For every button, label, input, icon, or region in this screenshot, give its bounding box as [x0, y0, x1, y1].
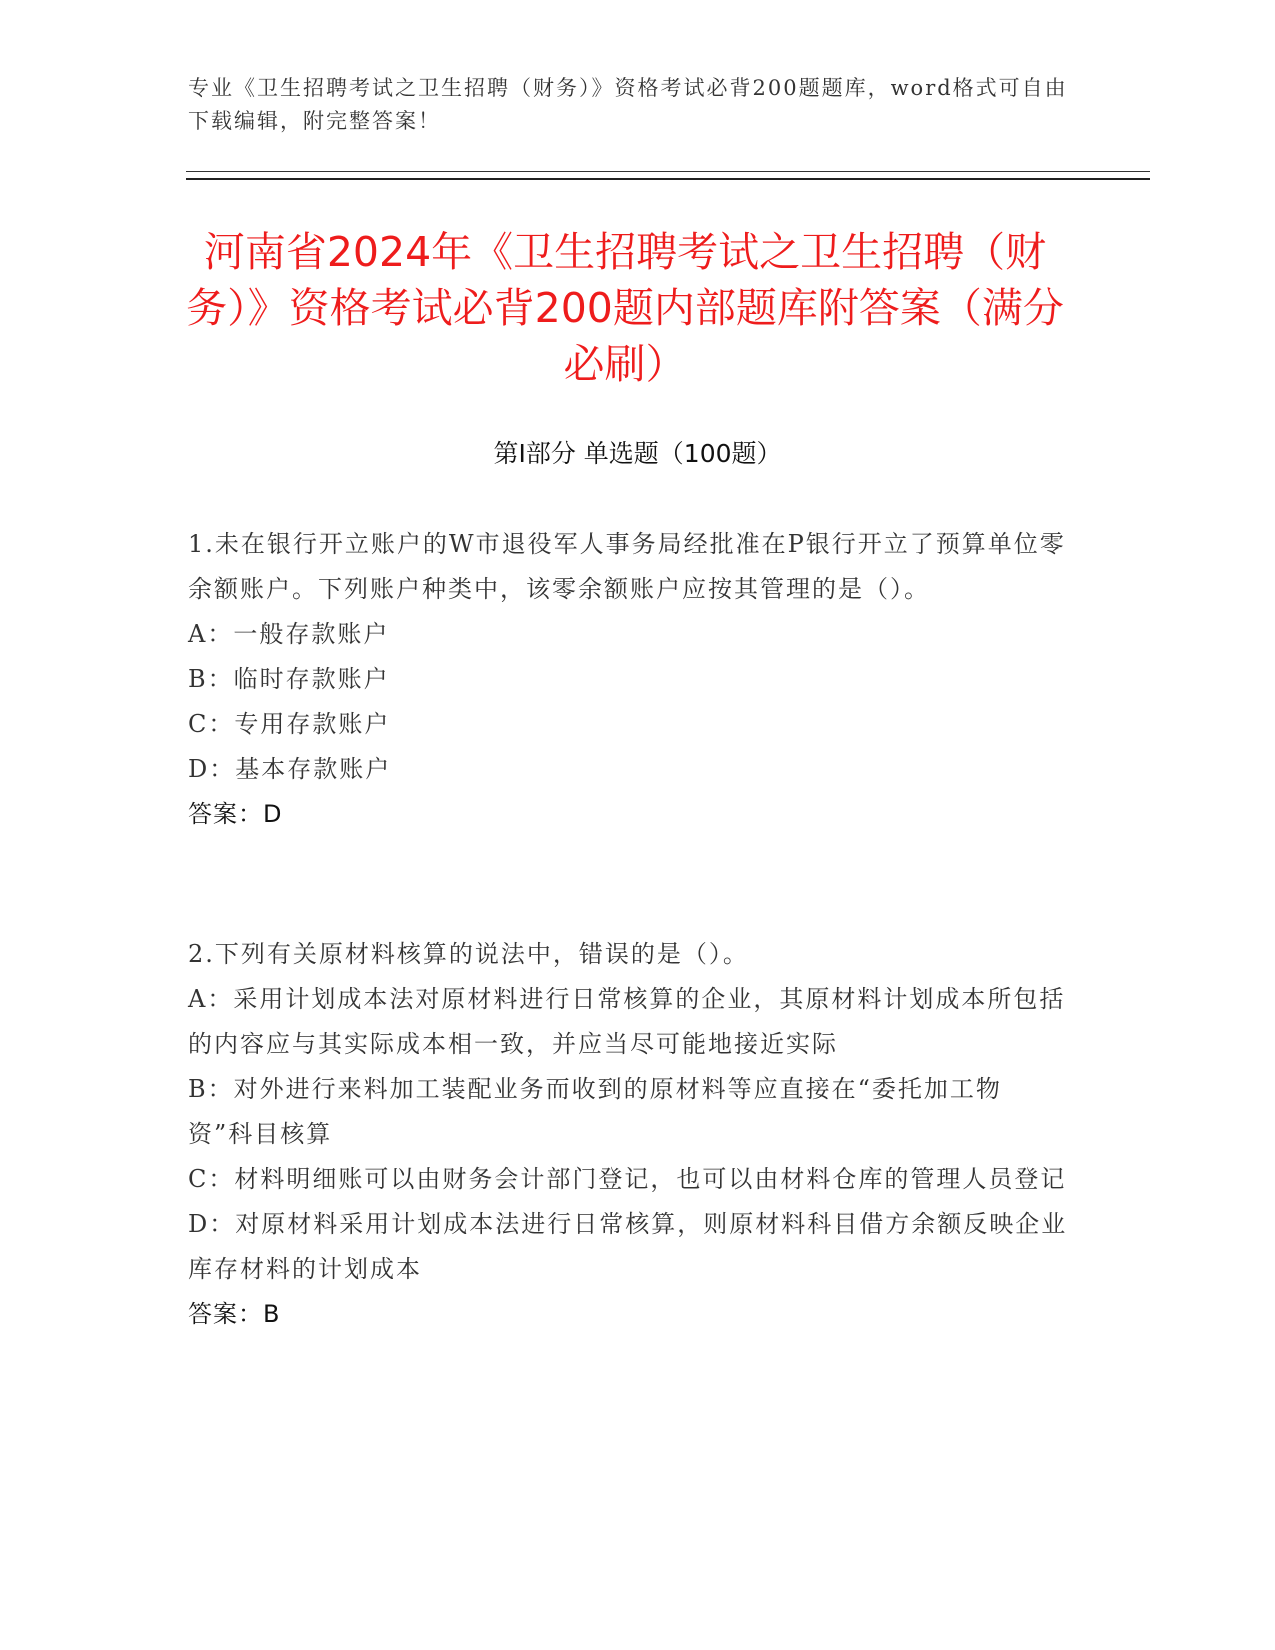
section-title: 第Ⅰ部分 单选题（100题）	[493, 439, 782, 468]
question-text: 1.未在银行开立账户的W市退役军人事务局经批准在P银行开立了预算单位零余额账户。下列账户种类中，该零余额账户应按其管理的是（）。	[188, 530, 1066, 603]
option-c: C：材料明细账可以由财务会计部门登记，也可以由材料仓库的管理人员登记	[188, 1165, 1067, 1193]
header-divider-thin	[186, 171, 1150, 172]
question-text: 2.下列有关原材料核算的说法中，错误的是（）。	[188, 940, 749, 968]
option-a: A：采用计划成本法对原材料进行日常核算的企业，其原材料计划成本所包括的内容应与其实际成本相一致，并应当尽可能地接近实际	[188, 985, 1066, 1058]
answer: 答案：B	[188, 1300, 281, 1328]
option-a: A：一般存款账户	[188, 620, 390, 648]
option-b: B：对外进行来料加工装配业务而收到的原材料等应直接在“委托加工物资”科目核算	[188, 1075, 1002, 1148]
answer: 答案：D	[188, 800, 283, 828]
header-note: 专业《卫生招聘考试之卫生招聘（财务）》资格考试必背200题题库，word格式可自由下载编辑，附完整答案！	[188, 76, 1068, 133]
option-d: D：对原材料采用计划成本法进行日常核算，则原材料科目借方余额反映企业库存材料的计划成本	[188, 1210, 1068, 1283]
question-1	[188, 522, 1068, 837]
option-c: C：专用存款账户	[188, 710, 391, 738]
question-2	[188, 932, 1068, 1337]
option-d: D：基本存款账户	[188, 755, 392, 783]
option-b: B：临时存款账户	[188, 665, 390, 693]
document-title: 河南省2024年《卫生招聘考试之卫生招聘（财务）》资格考试必背200题内部题库附答案（满分必刷）	[186, 228, 1064, 388]
header-divider-thick	[186, 178, 1150, 180]
